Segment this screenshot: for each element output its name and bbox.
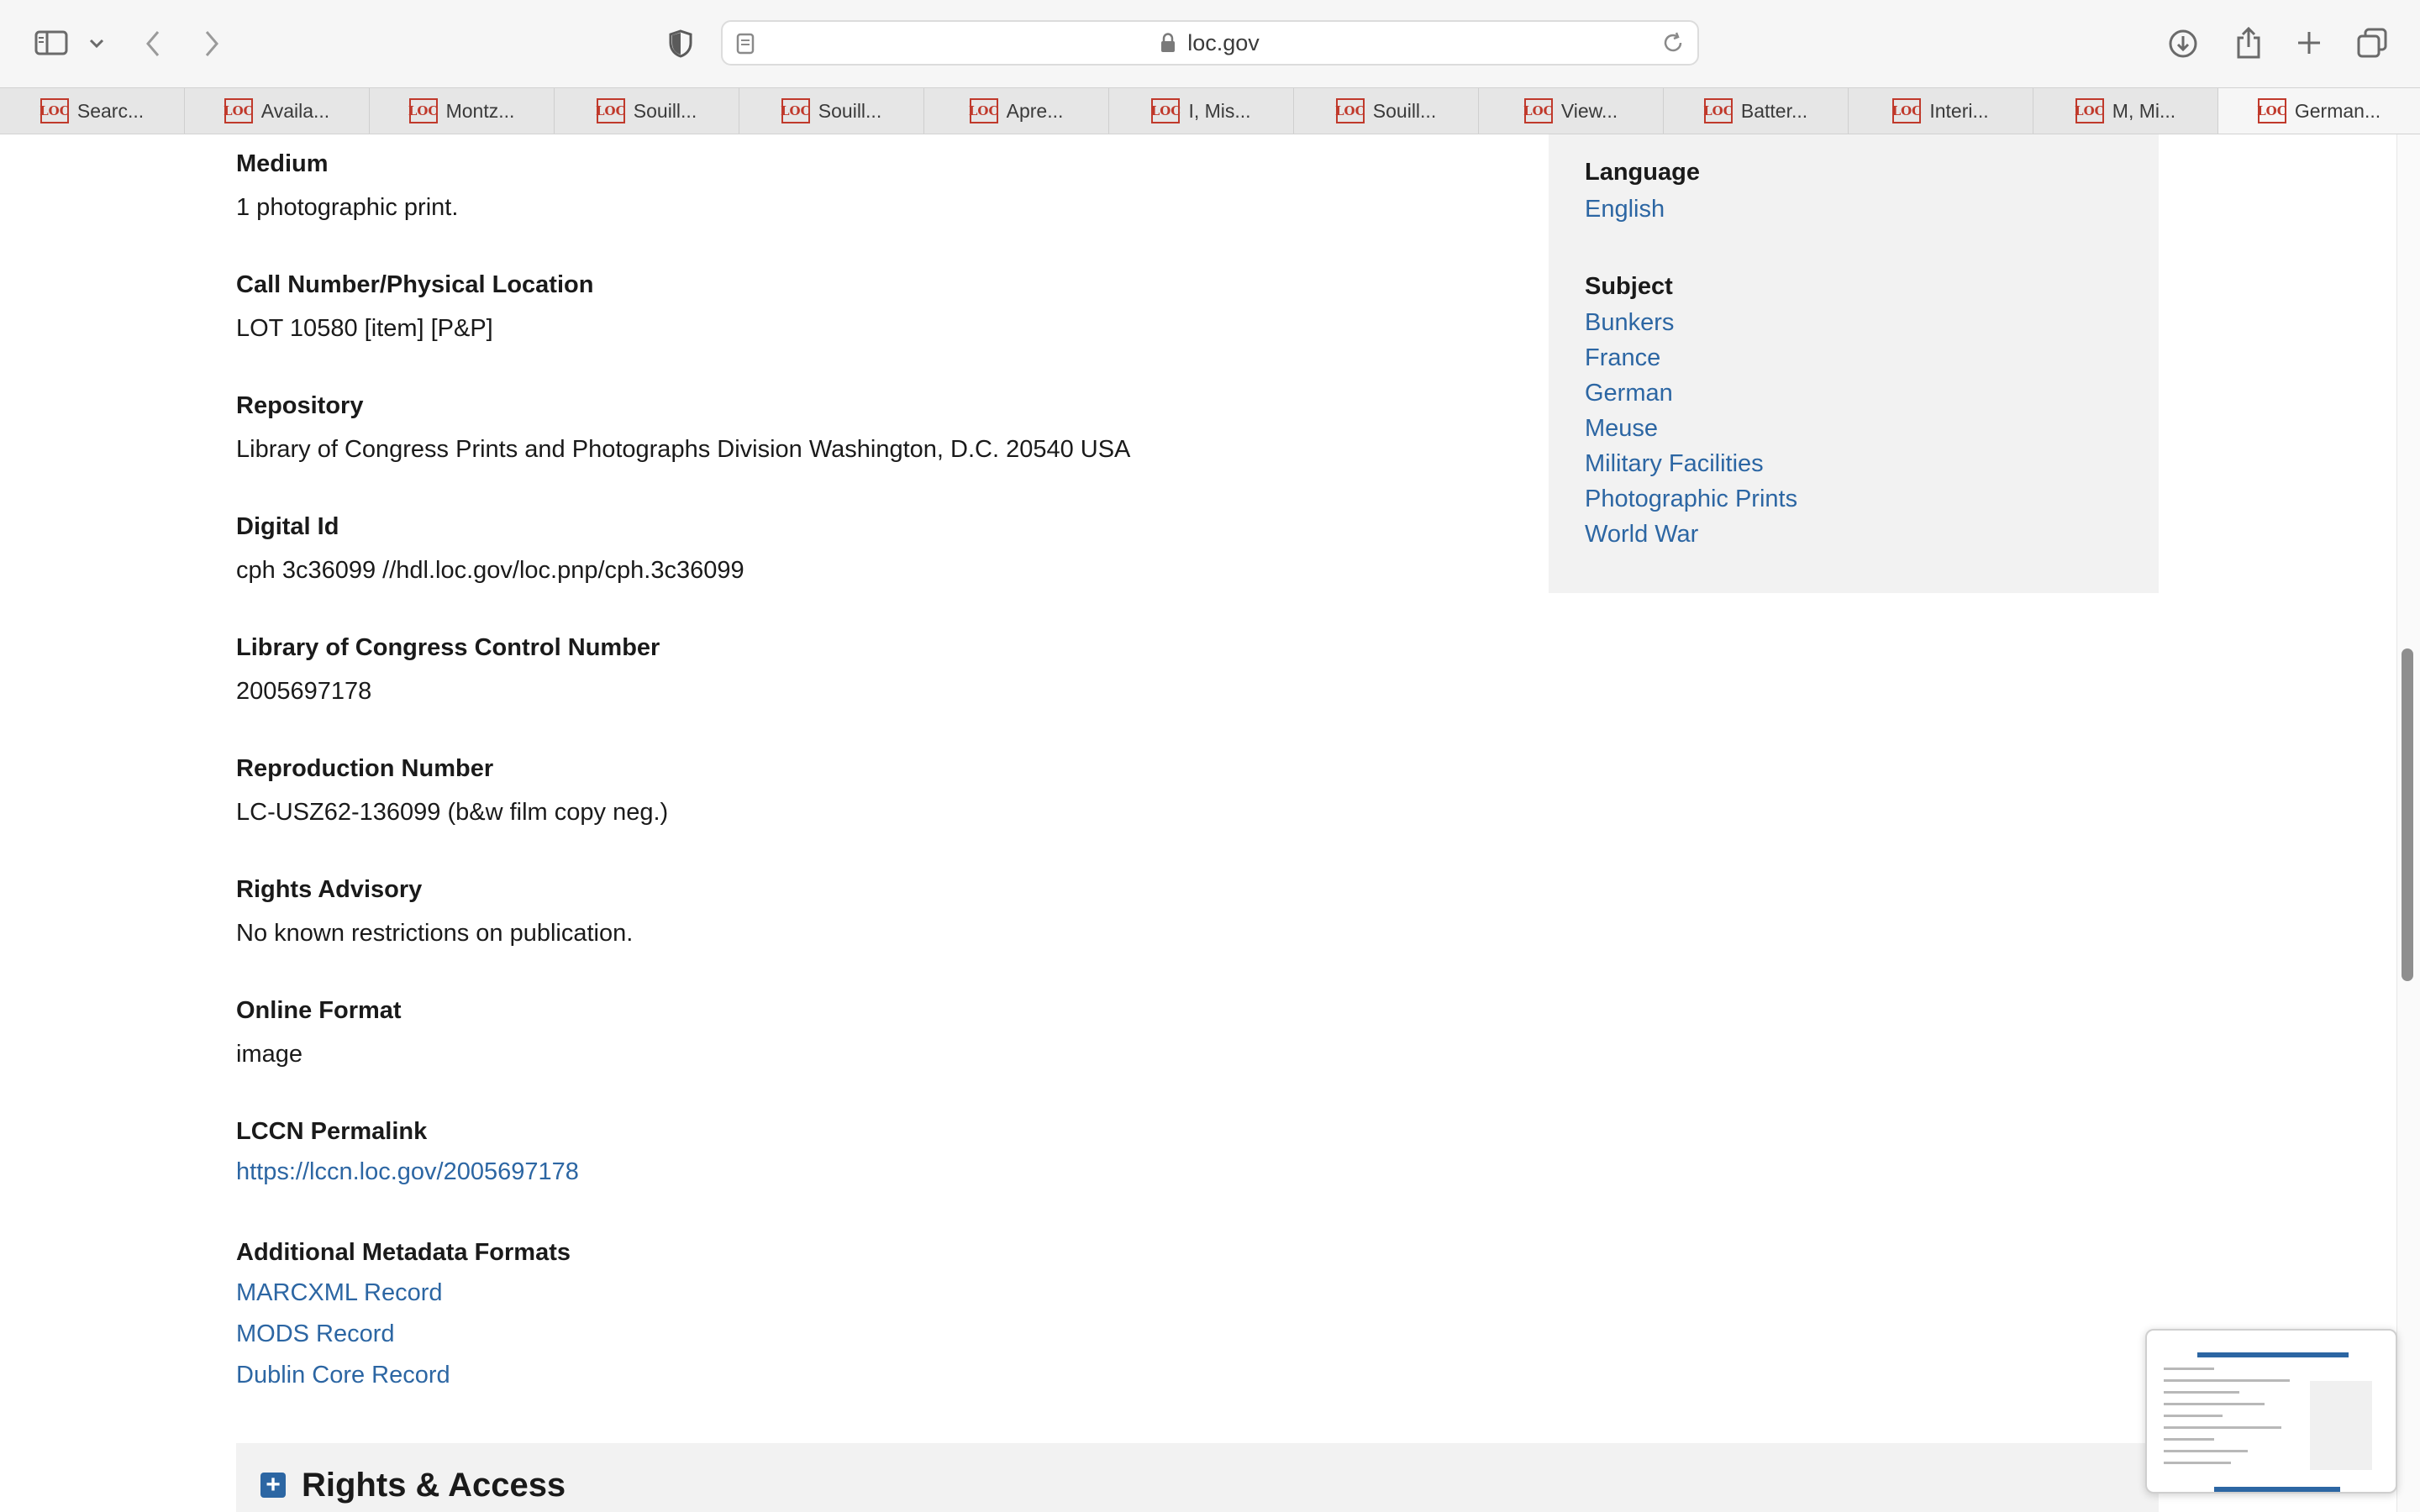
tab-label: M, Mi... xyxy=(2112,99,2176,122)
field-label: Library of Congress Control Number xyxy=(236,634,660,661)
tab-german-active[interactable] xyxy=(2218,88,2420,134)
field-lccn xyxy=(236,633,660,706)
tab-label: Souill... xyxy=(818,99,882,122)
tab-label: Apre... xyxy=(1006,99,1064,122)
field-label: Medium xyxy=(236,150,329,177)
chevron-left-icon[interactable] xyxy=(138,25,168,62)
loc-logo-icon: LOC xyxy=(224,98,253,123)
tab-i-mis[interactable] xyxy=(1109,88,1294,134)
loc-logo-icon: LOC xyxy=(1151,98,1180,123)
field-value: 1 photographic print. xyxy=(236,194,459,221)
rights-access-title: Rights & Access xyxy=(302,1467,566,1504)
field-label: LCCN Permalink xyxy=(236,1118,428,1145)
preview-line xyxy=(2164,1462,2231,1464)
field-online-format xyxy=(236,996,402,1068)
tab-label: I, Mis... xyxy=(1188,99,1251,122)
tabs-overview-icon[interactable] xyxy=(2354,25,2390,60)
tab-label: Montz... xyxy=(445,99,515,122)
preview-button xyxy=(2214,1487,2340,1492)
sidebar-panel xyxy=(1549,134,2159,593)
loc-logo-icon: LOC xyxy=(2258,98,2286,123)
field-label: Online Format xyxy=(236,997,402,1024)
dublin-core-record-link[interactable]: Dublin Core Record xyxy=(236,1362,450,1389)
tab-souill-3[interactable] xyxy=(1294,88,1479,134)
field-lccn-permalink xyxy=(236,1117,579,1193)
loc-logo-icon: LOC xyxy=(40,98,69,123)
loc-logo-icon: LOC xyxy=(1704,98,1733,123)
subject-link-german[interactable]: German xyxy=(1585,380,1673,407)
tab-label: View... xyxy=(1560,99,1618,122)
field-label: Call Number/Physical Location xyxy=(236,271,594,298)
download-icon[interactable] xyxy=(2166,25,2200,62)
language-list xyxy=(1585,192,1665,227)
field-label: Rights Advisory xyxy=(236,876,423,903)
mods-record-link[interactable]: MODS Record xyxy=(236,1320,395,1347)
tab-label: Searc... xyxy=(76,99,145,122)
loc-logo-icon: LOC xyxy=(1336,98,1365,123)
permalink-link[interactable]: https://lccn.loc.gov/2005697178 xyxy=(236,1158,579,1185)
tab-searc[interactable] xyxy=(0,88,185,134)
field-value: 2005697178 xyxy=(236,678,372,705)
loc-logo-icon: LOC xyxy=(970,98,998,123)
tab-apre[interactable] xyxy=(924,88,1109,134)
page-content xyxy=(0,134,2420,1512)
loc-logo-icon: LOC xyxy=(597,98,625,123)
loc-logo-icon: LOC xyxy=(1892,98,1921,123)
subject-link-france[interactable]: France xyxy=(1585,344,1661,371)
preview-line xyxy=(2164,1450,2248,1452)
reload-icon[interactable] xyxy=(1662,32,1684,58)
field-value: image xyxy=(236,1041,302,1068)
shield-icon[interactable] xyxy=(664,27,697,60)
lock-icon xyxy=(1160,33,1176,53)
preview-line xyxy=(2164,1379,2290,1382)
tab-availa[interactable] xyxy=(185,88,370,134)
field-label: Digital Id xyxy=(236,513,339,540)
field-digital-id xyxy=(236,512,744,585)
field-rights-advisory xyxy=(236,875,633,948)
field-value: Library of Congress Prints and Photographs Division Washington, D.C. 20540 USA xyxy=(236,436,1131,463)
preview-line xyxy=(2164,1391,2239,1394)
preview-sidebar xyxy=(2310,1381,2372,1470)
tab-souill-1[interactable] xyxy=(555,88,739,134)
tab-view[interactable] xyxy=(1479,88,1664,134)
tab-souill-2[interactable] xyxy=(739,88,924,134)
field-metadata-formats xyxy=(236,1238,571,1396)
field-medium xyxy=(236,150,458,222)
address-bar[interactable] xyxy=(721,20,1699,66)
preview-line xyxy=(2164,1426,2281,1429)
field-value: No known restrictions on publication. xyxy=(236,920,634,947)
plus-icon[interactable] xyxy=(2292,25,2326,60)
browser-toolbar xyxy=(0,0,2420,87)
language-label: Language xyxy=(1585,159,1700,186)
subject-link-photographic-prints[interactable]: Photographic Prints xyxy=(1585,486,1798,512)
tab-interi[interactable] xyxy=(1849,88,2033,134)
chevron-right-icon[interactable] xyxy=(197,25,227,62)
loc-logo-icon: LOC xyxy=(2075,98,2104,123)
tab-bar xyxy=(0,87,2420,134)
tab-label: Interi... xyxy=(1929,99,1989,122)
subject-link-bunkers[interactable]: Bunkers xyxy=(1585,309,1675,336)
field-value: LOT 10580 [item] [P&P] xyxy=(236,315,493,342)
sidebar-icon[interactable] xyxy=(34,28,69,58)
loc-logo-icon: LOC xyxy=(409,98,438,123)
tab-batter[interactable] xyxy=(1664,88,1849,134)
field-label: Additional Metadata Formats xyxy=(236,1239,571,1266)
preview-line xyxy=(2164,1438,2214,1441)
field-value: cph 3c36099 //hdl.loc.gov/loc.pnp/cph.3c36099 xyxy=(236,557,744,584)
field-call-number xyxy=(236,270,593,343)
subject-link-meuse[interactable]: Meuse xyxy=(1585,415,1659,442)
subject-list xyxy=(1585,305,1797,552)
tab-label: Souill... xyxy=(633,99,697,122)
tab-montz[interactable] xyxy=(370,88,555,134)
preview-line xyxy=(2164,1403,2265,1405)
tab-m-mi[interactable] xyxy=(2033,88,2218,134)
field-reproduction-number xyxy=(236,754,668,827)
share-icon[interactable] xyxy=(2232,24,2265,62)
field-label: Repository xyxy=(236,392,364,419)
field-value: LC-USZ62-136099 (b&w film copy neg.) xyxy=(236,799,669,826)
loc-logo-icon: LOC xyxy=(781,98,810,123)
subject-link-military-facilities[interactable]: Military Facilities xyxy=(1585,450,1764,477)
language-link-english[interactable]: English xyxy=(1585,196,1665,223)
tab-label: Availa... xyxy=(260,99,330,122)
tab-label: Souill... xyxy=(1372,99,1437,122)
field-repository xyxy=(236,391,1130,464)
marcxml-record-link[interactable]: MARCXML Record xyxy=(236,1279,443,1306)
scrollbar-thumb[interactable] xyxy=(2402,648,2413,981)
field-label: Reproduction Number xyxy=(236,755,494,782)
rights-access-toggle[interactable] xyxy=(236,1443,2159,1512)
tab-label: Batter... xyxy=(1740,99,1808,122)
preview-line xyxy=(2164,1415,2223,1417)
page-preview-thumbnail[interactable] xyxy=(2145,1329,2397,1494)
plus-square-icon[interactable]: + xyxy=(260,1473,286,1498)
loc-logo-icon: LOC xyxy=(1524,98,1553,123)
subject-label: Subject xyxy=(1585,273,1673,300)
preview-header-band xyxy=(2197,1352,2349,1357)
preview-line xyxy=(2164,1368,2214,1370)
subject-link-world-war[interactable]: World War xyxy=(1585,521,1699,548)
tab-label: German... xyxy=(2294,99,2381,122)
url-text: loc.gov xyxy=(1187,29,1260,55)
chevron-down-icon[interactable] xyxy=(84,32,109,55)
